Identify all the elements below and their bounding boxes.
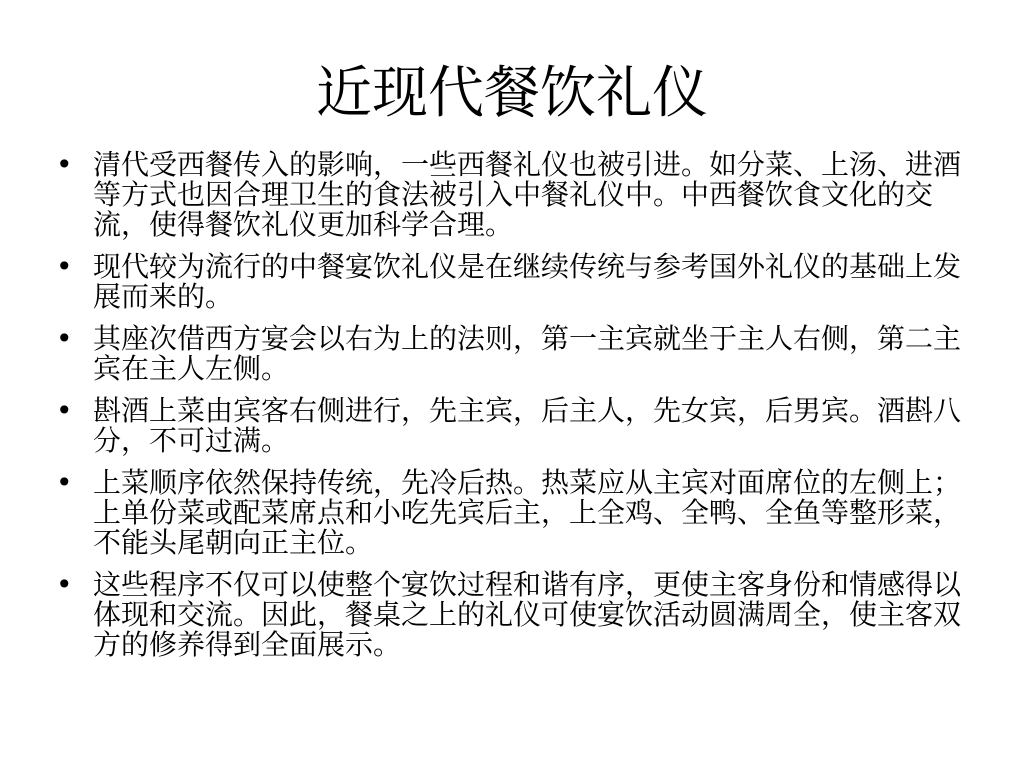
- bullet-text: 清代受西餐传入的影响，一些西餐礼仪也被引进。如分菜、上汤、进酒等方式也因合理卫生的食法被引入中餐礼仪中。中西餐饮食文化的交流，使得餐饮礼仪更加科学合理。: [93, 148, 962, 241]
- bullet-item: [52, 324, 972, 384]
- bullet-text: 其座次借西方宴会以右为上的法则，第一主宾就坐于主人右侧，第二主宾在主人左侧。: [93, 322, 962, 385]
- bullet-list: [52, 150, 972, 672]
- bullet-text: 上菜顺序依然保持传统，先冷后热。热菜应从主宾对面席位的左侧上；上单份菜或配菜席点和小吃先宾后主，上全鸡、全鸭、全鱼等整形菜，不能头尾朝向正主位。: [93, 466, 962, 559]
- bullet-icon: •: [56, 250, 73, 283]
- bullet-item: [52, 468, 972, 558]
- bullet-icon: •: [56, 466, 73, 499]
- bullet-text: 现代较为流行的中餐宴饮礼仪是在继续传统与参考国外礼仪的基础上发展而来的。: [93, 250, 962, 313]
- bullet-icon: •: [56, 394, 73, 427]
- bullet-item: [52, 252, 972, 312]
- bullet-item: [52, 570, 972, 660]
- bullet-icon: •: [56, 322, 73, 355]
- bullet-text: 这些程序不仅可以使整个宴饮过程和谐有序，更使主客身份和情感得以体现和交流。因此，餐桌之上的礼仪可使宴饮活动圆满周全，使主客双方的修养得到全面展示。: [93, 568, 962, 661]
- bullet-item: [52, 150, 972, 240]
- bullet-icon: •: [56, 568, 73, 601]
- bullet-icon: •: [56, 148, 73, 181]
- slide-title: 近现代餐饮礼仪: [316, 61, 708, 126]
- bullet-item: [52, 396, 972, 456]
- bullet-text: 斟酒上菜由宾客右侧进行，先主宾，后主人，先女宾，后男宾。酒斟八分，不可过满。: [93, 394, 962, 457]
